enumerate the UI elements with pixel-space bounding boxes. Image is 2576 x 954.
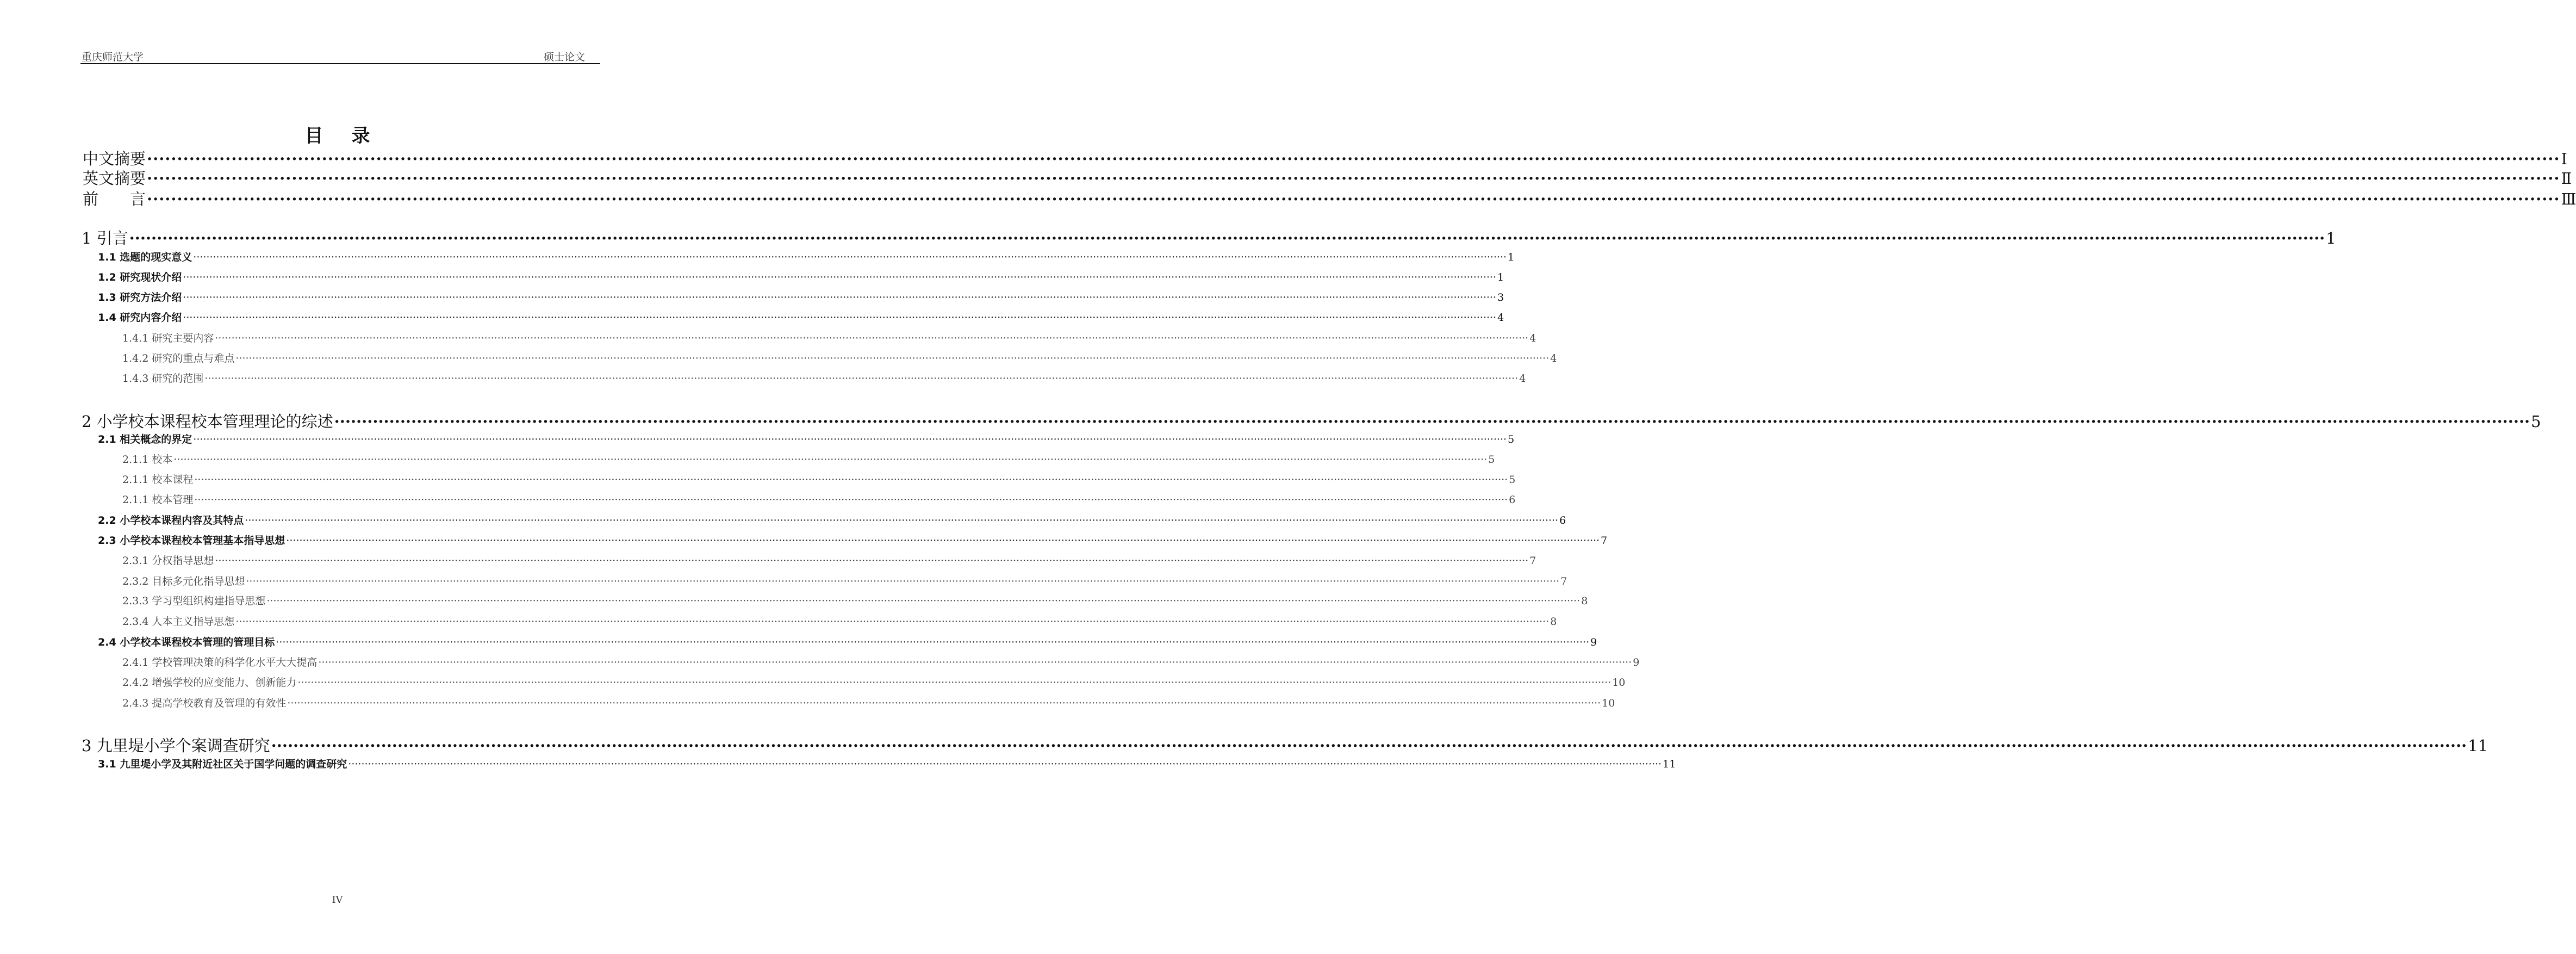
toc-entry[interactable] — [122, 492, 1516, 506]
toc-entry-page: 5 — [1509, 474, 1516, 486]
toc-dot-leader: ················································································································································································································································································································································································································ — [318, 656, 1632, 668]
toc-entry[interactable] — [98, 532, 1608, 547]
toc-entry-page: 4 — [1497, 312, 1504, 324]
toc-entry-label: 3 九里堤小学个案调查研究 — [82, 736, 270, 755]
toc-entry-page: 5 — [1508, 433, 1515, 445]
toc-entry[interactable] — [122, 350, 1557, 365]
toc-entry-label: 2.1.1 校本 — [122, 454, 173, 466]
toc-entry-label: 2.1 相关概念的界定 — [98, 433, 192, 445]
toc-dot-leader: ················································································································································································································································································································································································································ — [348, 758, 1662, 770]
toc-entry-label: 1.1 选题的现实意义 — [98, 251, 192, 263]
toc-entry-label: 2.1.1 校本管理 — [122, 494, 194, 506]
toc-dot-leader: ················································································································································································································································································································································································································ — [129, 229, 2325, 247]
toc-title: 目录 — [304, 125, 399, 147]
toc-entry[interactable] — [122, 553, 1536, 567]
toc-entry-label: 英文摘要 — [83, 169, 146, 188]
toc-entry[interactable] — [82, 226, 2336, 249]
toc-entry-page: Ⅲ — [2561, 190, 2576, 208]
toc-entry-page: 4 — [1529, 332, 1536, 344]
toc-entry-page: 8 — [1550, 616, 1557, 628]
toc-entry[interactable] — [122, 654, 1640, 669]
toc-dot-leader: ················································································································································································································································································································································································································ — [215, 332, 1529, 344]
toc-entry-page: 9 — [1590, 636, 1597, 648]
toc-entry-label: 前 言 — [83, 190, 146, 208]
toc-dot-leader: ················································································································································································································································································································································································································ — [183, 292, 1497, 303]
toc-dot-leader: ················································································································································································································································································································································································································ — [235, 616, 1550, 628]
toc-entry[interactable] — [122, 573, 1567, 588]
toc-dot-leader: ················································································································································································································································································································································································································ — [287, 697, 1601, 709]
toc-entry-label: 1 引言 — [82, 229, 128, 247]
toc-dot-leader: ················································································································································································································································································································································································································ — [194, 474, 1508, 486]
toc-entry-label: 2.4.2 增强学校的应变能力、创新能力 — [122, 677, 297, 689]
toc-entry-page: 7 — [1601, 535, 1608, 547]
toc-entry[interactable] — [98, 289, 1504, 304]
toc-entry-label: 2.3.3 学习型组织构建指导思想 — [122, 595, 266, 607]
toc-entry[interactable] — [98, 269, 1504, 284]
toc-dot-leader: ················································································································································································································································································································································································································ — [245, 515, 1559, 526]
toc-entry-label: 中文摘要 — [83, 150, 146, 168]
toc-entry-page: 5 — [1488, 454, 1495, 466]
toc-entry[interactable] — [98, 634, 1597, 649]
toc-dot-leader: ················································································································································································································································································································································································································ — [173, 454, 1488, 466]
toc-entry[interactable] — [98, 309, 1504, 324]
toc-entry-label: 2.3.4 人本主义指导思想 — [122, 616, 235, 628]
toc-entry-page: 1 — [1497, 271, 1504, 283]
toc-entry-page: 9 — [1633, 656, 1640, 668]
toc-entry-page: Ⅰ — [2561, 150, 2567, 168]
toc-entry[interactable] — [98, 512, 1566, 527]
toc-entry-page: 1 — [2326, 229, 2336, 247]
toc-entry-page: 1 — [1508, 251, 1515, 263]
header-university: 重庆师范大学 — [82, 51, 144, 63]
toc-dot-leader: ················································································································································································································································································································································································································ — [276, 636, 1590, 648]
toc-entry[interactable] — [122, 451, 1495, 466]
toc-dot-leader: ················································································································································································································································································································································································································ — [194, 494, 1508, 506]
toc-entry-label: 2.2 小学校本课程内容及其特点 — [98, 515, 244, 526]
toc-dot-leader: ················································································································································································································································································································································································································ — [147, 169, 2560, 188]
toc-dot-leader: ················································································································································································································································································································································································································ — [183, 271, 1497, 283]
toc-entry-page: 4 — [1519, 373, 1526, 385]
toc-entry-page: 11 — [1663, 758, 1676, 770]
toc-entry-page: 4 — [1550, 352, 1557, 364]
toc-entry[interactable] — [122, 674, 1626, 689]
toc-dot-leader: ················································································································································································································································································································································································································ — [286, 535, 1600, 547]
toc-entry-page: 6 — [1559, 515, 1566, 526]
toc-entry-label: 2.1.1 校本课程 — [122, 474, 194, 486]
toc-dot-leader: ················································································································································································································································································································································································································ — [193, 433, 1507, 445]
toc-dot-leader: ················································································································································································································································································································································································································ — [266, 595, 1581, 607]
toc-entry-page: 7 — [1529, 555, 1536, 567]
page-number: IV — [332, 894, 343, 906]
toc-entry-page: 8 — [1581, 595, 1588, 607]
toc-entry-page: 11 — [2468, 736, 2488, 755]
toc-entry-label: 2.4.3 提高学校教育及管理的有效性 — [122, 697, 287, 709]
toc-entry[interactable] — [122, 330, 1536, 345]
toc-entry-label: 1.4.3 研究的范围 — [122, 373, 204, 385]
toc-dot-leader: ················································································································································································································································································································································································································ — [193, 251, 1507, 263]
toc-entry-page: 10 — [1612, 677, 1626, 689]
toc-entry-label: 2.3.2 目标多元化指导思想 — [122, 575, 245, 587]
toc-entry[interactable] — [122, 614, 1557, 628]
toc-dot-leader: ················································································································································································································································································································································································································ — [235, 352, 1550, 364]
toc-entry[interactable] — [98, 756, 1676, 771]
toc-entry[interactable] — [83, 166, 2572, 189]
toc-dot-leader: ················································································································································································································································································································································································································ — [246, 575, 1560, 587]
header-degree: 硕士论文 — [543, 51, 585, 63]
toc-entry-label: 2 小学校本课程校本管理理论的综述 — [82, 412, 333, 431]
running-header — [80, 47, 600, 64]
toc-entry-label: 1.3 研究方法介绍 — [98, 292, 182, 303]
toc-dot-leader: ················································································································································································································································································································································································································ — [334, 412, 2530, 431]
toc-dot-leader: ················································································································································································································································································································································································································ — [297, 677, 1611, 689]
toc-entry-label: 2.4.1 学校管理决策的科学化水平大大提高 — [122, 656, 318, 668]
toc-dot-leader: ················································································································································································································································································································································································································ — [147, 190, 2560, 208]
toc-entry[interactable] — [82, 410, 2541, 432]
toc-entry-label: 1.2 研究现状介绍 — [98, 271, 182, 283]
toc-dot-leader: ················································································································································································································································································································································································································ — [147, 150, 2560, 168]
toc-entry-page: 7 — [1560, 575, 1567, 587]
toc-entry-label: 1.4.2 研究的重点与难点 — [122, 352, 235, 364]
toc-dot-leader: ················································································································································································································································································································································································································ — [271, 736, 2467, 755]
toc-entry[interactable] — [98, 431, 1515, 446]
toc-entry-label: 2.4 小学校本课程校本管理的管理目标 — [98, 636, 275, 648]
toc-entry[interactable] — [122, 370, 1526, 385]
toc-dot-leader: ················································································································································································································································································································································································································ — [215, 555, 1529, 567]
toc-entry-page: 10 — [1602, 697, 1615, 709]
toc-entry[interactable] — [98, 249, 1515, 264]
toc-dot-leader: ················································································································································································································································································································································································································ — [204, 373, 1519, 385]
toc-entry-label: 2.3.1 分权指导思想 — [122, 555, 214, 567]
toc-entry[interactable] — [122, 593, 1588, 608]
toc-entry-label: 2.3 小学校本课程校本管理基本指导思想 — [98, 535, 285, 547]
toc-entry-page: 3 — [1497, 292, 1504, 303]
toc-entry-page: 5 — [2531, 412, 2541, 431]
toc-entry-label: 1.4.1 研究主要内容 — [122, 332, 214, 344]
toc-entry[interactable] — [83, 147, 2567, 169]
toc-entry[interactable] — [122, 695, 1615, 710]
toc-entry[interactable] — [83, 187, 2576, 209]
toc-entry-page: Ⅱ — [2561, 169, 2572, 188]
toc-entry[interactable] — [82, 734, 2488, 756]
toc-entry-page: 6 — [1509, 494, 1516, 506]
toc-dot-leader: ················································································································································································································································································································································································································ — [183, 312, 1497, 324]
toc-entry-label: 1.4 研究内容介绍 — [98, 312, 182, 324]
toc-entry[interactable] — [122, 472, 1516, 486]
toc-entry-label: 3.1 九里堤小学及其附近社区关于国学问题的调查研究 — [98, 758, 347, 770]
